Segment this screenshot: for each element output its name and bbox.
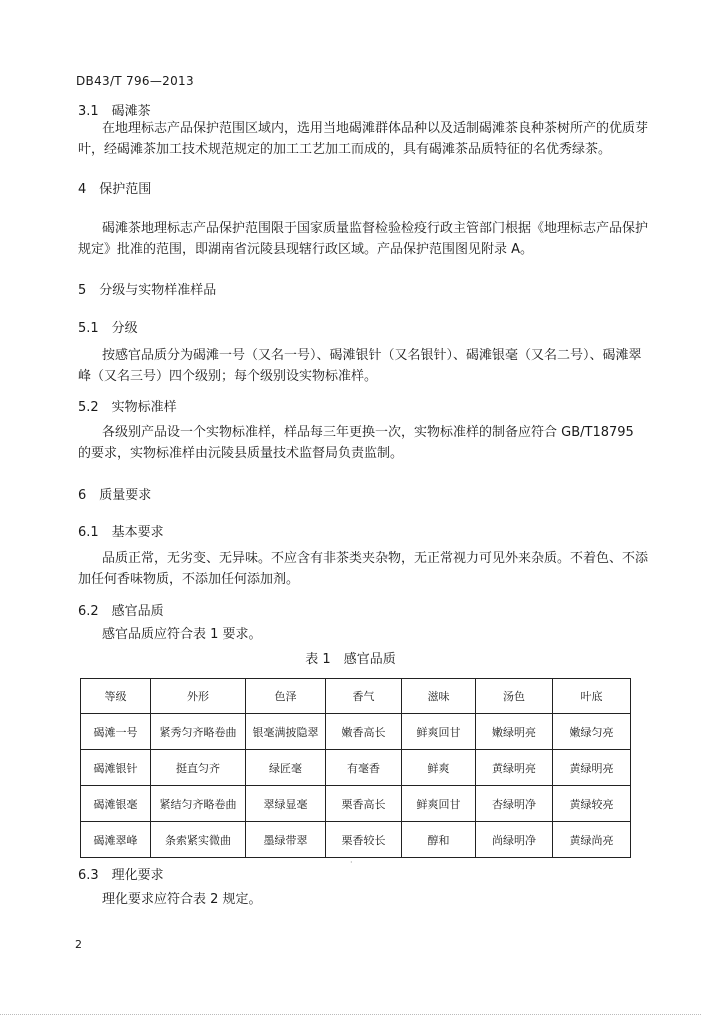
table-cell: 条索紧实微曲 — [151, 822, 246, 858]
table-cell: 杏绿明净 — [476, 786, 553, 822]
table-cell: 嫩绿匀亮 — [553, 714, 631, 750]
table-cell: 挺直匀齐 — [151, 750, 246, 786]
section-5-1-title: 5.1 分级 — [78, 321, 138, 336]
table-cell: 醇和 — [402, 822, 476, 858]
section-5-1-text: 按感官品质分为碣滩一号（又名一号）、碣滩银针（又名银针）、碣滩银毫（又名二号）、碣滩翠峰（又名三号）四个级别；每个级别设实物标准样。 — [78, 348, 642, 384]
table-row — [81, 714, 631, 750]
table-cell: 墨绿带翠 — [246, 822, 326, 858]
table-cell: 有毫香 — [326, 750, 402, 786]
section-6-1-title: 6.1 基本要求 — [78, 525, 164, 540]
table-cell: 尚绿明净 — [476, 822, 553, 858]
section-3-1-text: 在地理标志产品保护范围区域内，选用当地碣滩群体品种以及适制碣滩茶良种茶树所产的优质芽叶，经碣滩茶加工技术规范规定的加工工艺加工而成的，具有碣滩茶品质特征的名优秀绿茶。 — [78, 121, 649, 157]
header-cell-grade: 等级 — [81, 679, 151, 714]
table-row — [81, 822, 631, 858]
table-header-row — [81, 679, 631, 714]
table-row — [81, 786, 631, 822]
table-cell: 黄绿明亮 — [476, 750, 553, 786]
table-cell: 嫩绿明亮 — [476, 714, 553, 750]
table-cell: 鲜爽回甘 — [402, 714, 476, 750]
section-4-text: 碣滩茶地理标志产品保护范围限于国家质量监督检验检疫行政主管部门根据《地理标志产品保护规定》批准的范围，即湖南省沅陵县现辖行政区域。产品保护范围图见附录 A。 — [78, 221, 649, 257]
header-cell-color: 色泽 — [246, 679, 326, 714]
table-cell: 碣滩银毫 — [81, 786, 151, 822]
table-cell: 碣滩一号 — [81, 714, 151, 750]
table-cell: 绿匠毫 — [246, 750, 326, 786]
section-5-title: 5 分级与实物样准样品 — [78, 283, 217, 298]
section-6-3-text: 理化要求应符合表 2 规定。 — [102, 892, 262, 907]
sensory-quality-table — [80, 678, 631, 858]
table-cell: 紧结匀齐略卷曲 — [151, 786, 246, 822]
table-cell: 银毫满披隐翠 — [246, 714, 326, 750]
section-3-1-title: 3.1 碣滩茶 — [78, 104, 151, 119]
table-cell: 鲜爽回甘 — [402, 786, 476, 822]
table-cell: 嫩香高长 — [326, 714, 402, 750]
scan-dot-mark: · — [350, 858, 353, 867]
table-cell: 黄绿较亮 — [553, 786, 631, 822]
table-cell: 紧秀匀齐略卷曲 — [151, 714, 246, 750]
table-row — [81, 750, 631, 786]
table-cell: 黄绿尚亮 — [553, 822, 631, 858]
header-cell-taste: 滋味 — [402, 679, 476, 714]
header-cell-appearance: 外形 — [151, 679, 246, 714]
table-cell: 碣滩翠峰 — [81, 822, 151, 858]
table-cell: 栗香高长 — [326, 786, 402, 822]
section-4-title: 4 保护范围 — [78, 182, 152, 197]
page-number: 2 — [75, 938, 82, 951]
section-6-title: 6 质量要求 — [78, 488, 152, 503]
section-5-2-text: 各级别产品设一个实物标准样，样品每三年更换一次，实物标准样的制备应符合 GB/T18795 的要求，实物标准样由沅陵县质量技术监督局负责监制。 — [78, 425, 634, 461]
header-cell-liquor: 汤色 — [476, 679, 553, 714]
table-cell: 鲜爽 — [402, 750, 476, 786]
table-cell: 碣滩银针 — [81, 750, 151, 786]
section-6-3-title: 6.3 理化要求 — [78, 868, 164, 883]
section-5-2-title: 5.2 实物标准样 — [78, 400, 177, 415]
table-cell: 黄绿明亮 — [553, 750, 631, 786]
section-6-2-text: 感官品质应符合表 1 要求。 — [102, 627, 262, 642]
section-6-2-title: 6.2 感官品质 — [78, 604, 164, 619]
table-1-caption: 表 1 感官品质 — [305, 652, 396, 667]
table-cell: 翠绿显毫 — [246, 786, 326, 822]
header-cell-leaf: 叶底 — [553, 679, 631, 714]
scan-edge-line — [0, 1014, 701, 1021]
section-6-1-text: 品质正常，无劣变、无异味。不应含有非茶类夹杂物，无正常视力可见外来杂质。不着色、不添加任何香味物质，不添加任何添加剂。 — [78, 551, 649, 587]
table-cell: 栗香较长 — [326, 822, 402, 858]
standard-number: DB43/T 796—2013 — [76, 74, 194, 88]
header-cell-aroma: 香气 — [326, 679, 402, 714]
